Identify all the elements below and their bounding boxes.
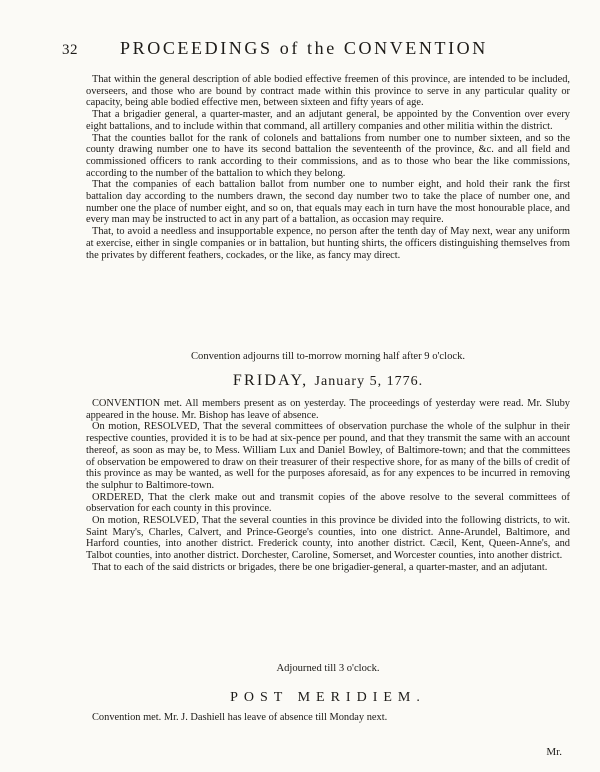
adjournment-line-2: Adjourned till 3 o'clock. [276,663,380,674]
paragraph-convention-met: CONVENTION met. All members present as on yesterday. The proceedings of yesterday were read. Mr. Sluby appeared in the house. Mr. Bishop has leave of absence. [86,398,570,421]
post-meridiem-heading: POST MERIDIEM. [230,690,426,705]
paragraph-brigadier: That a brigadier general, a quarter-master, and an adjutant general, be appointed by the Convention over every eight battalions, and to include within that command, all artillery companies and other militia within the district. [86,109,570,132]
day-date: January 5, 1776. [314,374,424,389]
page-header [62,38,582,62]
paragraph-brigadier-general: That to each of the said districts or brigades, there be one brigadier-general, a quarter-master, and an adjutant. [92,561,548,573]
adjournment-line-1: Convention adjourns till to-morrow morning half after 9 o'clock. [190,351,466,362]
paragraph-sulphur-resolution: On motion, RESOLVED, That the several committees of observation purchase the whole of the sulphur in their respective counties, provided it is to be had at six-pence per pound, and that they transmit the same with an account thereof, as soon as may be, to Mess. William Lux and Daniel Bowley, of Baltimore-town; and that the committees of observation be empowered to draw on their treasurer of their respective shore, for as many of the bills of credit of this province as may be wanted, as well for the purposes aforesaid, as for any expences to be incurred in removing the sulphur to Baltimore-town. [86,421,570,491]
paragraph-uniform: That, to avoid a needless and insupportable expence, no person after the tenth day of May next, wear any uniform at exercise, either in single companies or in battalion, but hunting shirts, the officers distinguishing themselves from the privates by different feathers, cockades, or the like, as fancy may direct. [86,226,570,261]
day-heading [86,372,570,390]
paragraph-post-meridiem: Convention met. Mr. J. Dashiell has leave of absence till Monday next. [92,712,388,723]
friday-proceedings [86,398,570,574]
paragraph-ballot-rank: That the counties ballot for the rank of colonels and battalions from number one to number sixteen, and so the county drawing number one to have its second battalion the seventeenth of the province, &c. and all field and commissioned officers to rank according to their commissions, and as to those who bear the like commissions, according to the number of the battalion to which they belong. [86,132,570,179]
paragraph-companies-ballot: That the companies of each battalion ballot from number one to number eight, and hold their rank the first battalion day according to the numbers drawn, the second day number two to take the place of number one, and number one the place of number eight, and so on, that equals may each in turn have the most honourable place, and every man may be instructed to act in any part of a battalion, as occasion may require. [86,179,570,226]
page-number: 32 [62,42,78,58]
paragraph-districts-resolution: On motion, RESOLVED, That the several counties in this province be divided into the following districts, to wit. Saint Mary's, Charles, Calvert, and Prince-George's counties, into one district. Anne-Arundel, Baltimore, and Harford counties, into another district. Frederick county, into another district. Cæcil, Kent, Queen-Anne's, and Talbot counties, into another district. Dorchester, Caroline, Somerset, and Worcester counties, into another district. [86,515,570,562]
running-title: PROCEEDINGS of the CONVENTION [120,38,488,58]
paragraph-ordered-copies: ORDERED, That the clerk make out and transmit copies of the above resolve to the several committees of observation for each county in this province. [86,491,570,515]
paragraph-able-bodied: That within the general description of able bodied effective freemen of this province, are intended to be included, overseers, and those who are bound by contract made within this province to serve in any particular quality or capacity, being able bodied effective men, between sixteen and fifty years of age. [86,74,570,109]
day-name: FRIDAY, [232,372,309,389]
post-meridiem-block [86,712,570,724]
catchword: Mr. [546,746,562,758]
resolutions-block [86,74,570,261]
